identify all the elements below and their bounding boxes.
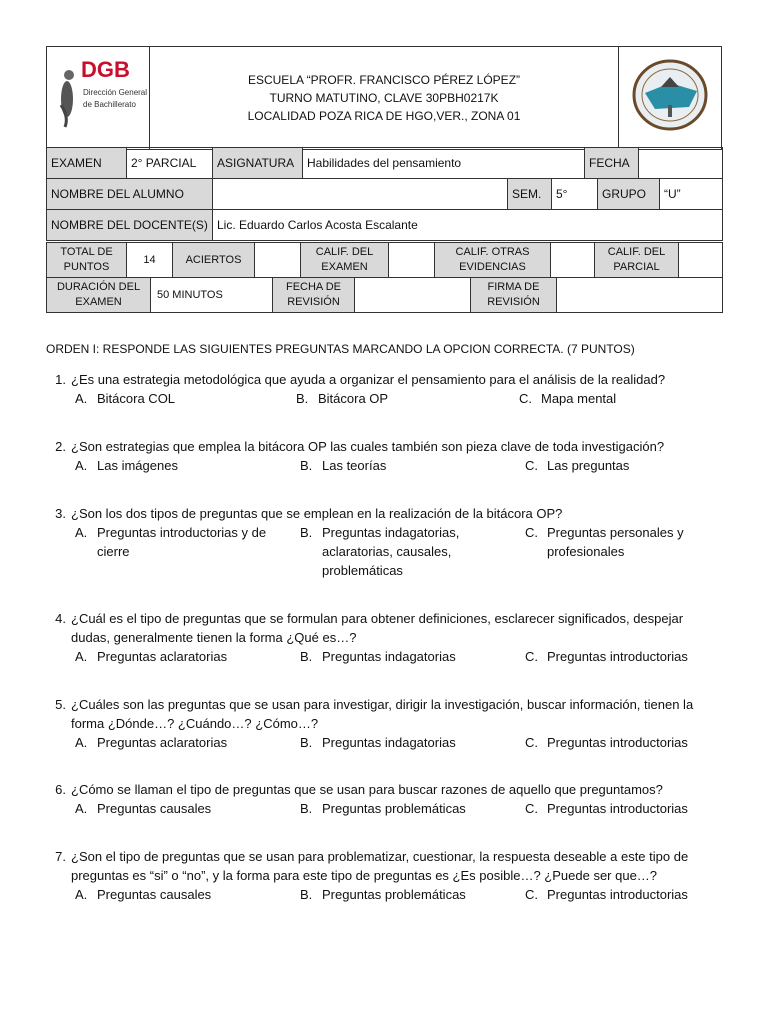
logo-text: DGB (81, 57, 130, 82)
duracion-value: 50 MINUTOS (151, 278, 273, 313)
option-c[interactable]: C. Preguntas introductorias (525, 735, 688, 750)
examen-label: EXAMEN (47, 148, 127, 179)
option-b[interactable]: B. Bitácora OP (296, 391, 389, 406)
school-location: LOCALIDAD POZA RICA DE HGO,VER., ZONA 01 (247, 109, 521, 123)
options (71, 456, 716, 475)
option-c[interactable]: C. Preguntas introductorias (525, 887, 688, 902)
school-seal-icon (634, 61, 706, 129)
grupo-label: GRUPO (598, 179, 660, 210)
option-a[interactable]: A. Preguntas causales (75, 887, 212, 902)
duracion-label: DURACIÓN DEL EXAMEN (47, 278, 151, 313)
question-3: 3. ¿Son los dos tipos de preguntas que se emplean en la realización de la bitácora OP? A. Preguntas introductorias y de cierre B. Preguntas indagatorias, aclaratorias, causales, problemáticas C. Preguntas personales y profesionales (46, 504, 716, 580)
teacher-row (46, 209, 723, 241)
fecha-revision-field[interactable] (355, 278, 471, 313)
options (71, 799, 716, 818)
instruction: ORDEN I: RESPONDE LAS SIGUIENTES PREGUNTAS MARCANDO LA OPCION CORRECTA. (7 PUNTOS) (46, 342, 635, 356)
total-puntos-label: TOTAL DE PUNTOS (47, 243, 127, 278)
question-text: ¿Cuál es el tipo de preguntas que se formulan para obtener definiciones, esclarecer significados, despejar dudas, generalmente tienen la forma ¿Qué es…? (71, 611, 684, 645)
school-name: ESCUELA “PROFR. FRANCISCO PÉREZ LÓPEZ” (247, 73, 521, 87)
alumno-field[interactable] (213, 179, 508, 210)
option-a[interactable]: A. Las imágenes (75, 458, 178, 473)
aciertos-field[interactable] (255, 243, 301, 278)
asignatura-label: ASIGNATURA (213, 148, 303, 179)
school-seal (619, 47, 722, 150)
question-4: 4. ¿Cuál es el tipo de preguntas que se formulan para obtener definiciones, esclarecer significados, despejar dudas, generalmente tienen la forma ¿Qué es…? A. Preguntas aclaratorias B. Preguntas indagatorias C. Preguntas introductorias (46, 609, 716, 666)
question-2: 2. ¿Son estrategias que emplea la bitácora OP las cuales también son pieza clave de toda investigación? A. Las imágenes B. Las teorías C. Las preguntas (46, 437, 716, 475)
sem-label: SEM. (508, 179, 552, 210)
calif-parcial-field[interactable] (679, 243, 723, 278)
option-a[interactable]: A. Preguntas aclaratorias (75, 649, 228, 664)
calif-otras-field[interactable] (551, 243, 595, 278)
question-1: 1. ¿Es una estrategia metodológica que ayuda a organizar el pensamiento para el análisis de la realidad? A. Bitácora COL B. Bitácora OP C. Mapa mental (46, 370, 716, 408)
duration-row (46, 277, 723, 313)
options (71, 733, 716, 752)
option-a[interactable]: A. Preguntas introductorias y de cierre (75, 525, 267, 559)
school-shift: TURNO MATUTINO, CLAVE 30PBH0217K (269, 91, 499, 105)
examen-value: 2° PARCIAL (127, 148, 213, 179)
option-b[interactable]: B. Preguntas problemáticas (300, 801, 466, 816)
options (71, 523, 716, 580)
docente-value: Lic. Eduardo Carlos Acosta Escalante (213, 210, 723, 241)
option-c[interactable]: C. Las preguntas (525, 458, 630, 473)
option-b[interactable]: B. Preguntas indagatorias, aclaratorias, causales, problemáticas (300, 525, 460, 578)
option-b[interactable]: B. Preguntas problemáticas (300, 887, 466, 902)
school-header (46, 46, 722, 150)
option-a[interactable]: A. Preguntas causales (75, 801, 212, 816)
docente-label: NOMBRE DEL DOCENTE(S) (47, 210, 213, 241)
scores-row (46, 242, 723, 278)
calif-examen-label: CALIF. DEL EXAMEN (301, 243, 389, 278)
question-text: ¿Son los dos tipos de preguntas que se emplean en la realización de la bitácora OP? (71, 506, 563, 521)
question-7: 7. ¿Son el tipo de preguntas que se usan para problematizar, cuestionar, la respuesta deseable a este tipo de preguntas es “si” o “no”, y la forma para este tipo de preguntas es ¿Es posible…? ¿Puede ser que…? A. Preguntas causales B. Preguntas problemáticas C. Preguntas introductorias (46, 847, 716, 904)
question-6: 6. ¿Cómo se llaman el tipo de preguntas que se usan para buscar razones de aquello que preguntamos? A. Preguntas causales B. Preguntas problemáticas C. Preguntas introductorias (46, 780, 716, 818)
exam-info-row (46, 147, 723, 179)
option-c[interactable]: C. Preguntas personales y profesionales (525, 525, 684, 559)
option-a[interactable]: A. Preguntas aclaratorias (75, 735, 228, 750)
calif-parcial-label: CALIF. DEL PARCIAL (595, 243, 679, 278)
alumno-label: NOMBRE DEL ALUMNO (47, 179, 213, 210)
question-text: ¿Son el tipo de preguntas que se usan para problematizar, cuestionar, la respuesta deseable a este tipo de preguntas es “si” o “no”, y la forma para este tipo de preguntas es ¿Es posible…? ¿Puede ser que…? (71, 849, 689, 883)
question-text: ¿Son estrategias que emplea la bitácora OP las cuales también son pieza clave de toda investigación? (71, 439, 665, 454)
options (71, 389, 716, 408)
grupo-value: “U” (660, 179, 723, 210)
logo-subtitle-2: de Bachillerato (83, 100, 136, 109)
option-b[interactable]: B. Preguntas indagatorias (300, 735, 456, 750)
options (71, 885, 716, 904)
student-row (46, 178, 723, 210)
calif-examen-field[interactable] (389, 243, 435, 278)
option-a[interactable]: A. Bitácora COL (75, 391, 176, 406)
fecha-revision-label: FECHA DE REVISIÓN (273, 278, 355, 313)
dgb-figure-icon (61, 70, 74, 127)
fecha-field[interactable] (639, 148, 723, 179)
question-text: ¿Es una estrategia metodológica que ayuda a organizar el pensamiento para el análisis de la realidad? (71, 372, 666, 387)
firma-revision-field[interactable] (557, 278, 723, 313)
option-c[interactable]: C. Preguntas introductorias (525, 801, 688, 816)
firma-revision-label: FIRMA DE REVISIÓN (471, 278, 557, 313)
total-puntos-value: 14 (127, 243, 173, 278)
option-c[interactable]: C. Preguntas introductorias (525, 649, 688, 664)
option-b[interactable]: B. Las teorías (300, 458, 387, 473)
option-b[interactable]: B. Preguntas indagatorias (300, 649, 456, 664)
school-info (150, 47, 619, 150)
asignatura-value: Habilidades del pensamiento (303, 148, 585, 179)
sem-value: 5° (552, 179, 598, 210)
dgb-logo (47, 47, 150, 150)
calif-otras-label: CALIF. OTRAS EVIDENCIAS (435, 243, 551, 278)
aciertos-label: ACIERTOS (173, 243, 255, 278)
options (71, 647, 716, 666)
question-5: 5. ¿Cuáles son las preguntas que se usan para investigar, dirigir la investigación, buscar información, tienen la forma ¿Dónde…? ¿Cuándo…? ¿Cómo…? A. Preguntas aclaratorias B. Preguntas indagatorias C. Preguntas introductorias (46, 695, 716, 752)
question-text: ¿Cómo se llaman el tipo de preguntas que se usan para buscar razones de aquello que preguntamos? (71, 782, 663, 797)
question-text: ¿Cuáles son las preguntas que se usan para investigar, dirigir la investigación, buscar información, tienen la forma ¿Dónde…? ¿Cuándo…? ¿Cómo…? (71, 697, 694, 731)
option-c[interactable]: C. Mapa mental (519, 391, 617, 406)
fecha-label: FECHA (585, 148, 639, 179)
logo-subtitle-1: Dirección General (83, 88, 147, 97)
